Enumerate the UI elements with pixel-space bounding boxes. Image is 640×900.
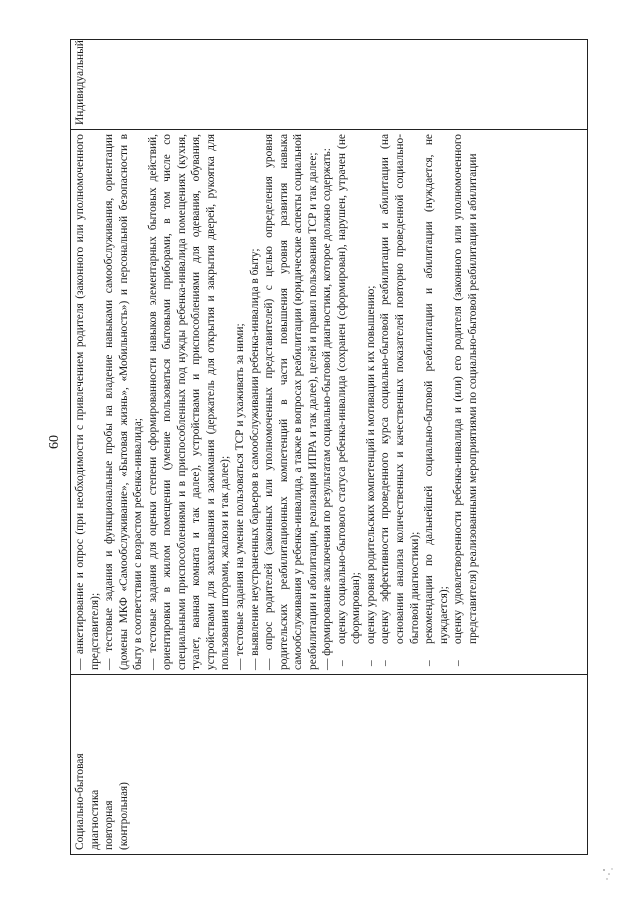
conclusion-item-text: рекомендации по дальнейшей социально-бытовой реабилитации и абилитации (нуждается, не нуждается); xyxy=(423,134,450,644)
conclusion-item xyxy=(422,134,451,670)
conclusion-item-text: оценку эффективности проведенного курса социально-бытовой реабилитации и абилитации (на основании анализа количественных и качественных показателей повторно проведенной социально-бытовой диагностики); xyxy=(379,134,421,644)
conclusion-item xyxy=(364,134,379,670)
method-paragraph: — тестовые задания для оценки степени сформированности навыков элементарных бытовых действий, ориентировки в жилом помещении (умение пользоваться бытовыми приборами, в том числе со специальными приспособлениями и в приспособленных под нужды ребенка-инвалида помещениях (кухня, туалет, ванная комната и так далее), устройствами и приспособлениями для одевания, обувания, устройствами для захватывания и зажимания (держатель для открытия и закрытия дверей, рукоятка для пользования шторами, жалюзи и так далее); xyxy=(146,134,232,670)
conclusion-item-text: оценку уровня родительских компетенций и мотивации к их повышению; xyxy=(364,285,377,644)
rehabilitation-table xyxy=(70,39,588,855)
method-paragraph: — тестовые задания на умение пользоваться ТСР и ухаживать за ними; xyxy=(234,323,247,670)
item-marker: – xyxy=(423,660,436,666)
rotated-page-content xyxy=(70,40,588,855)
method-paragraph: — выявление неустраненных барьеров в самообслуживании ребенка-инвалида в быту; xyxy=(248,248,261,670)
page-number: 60 xyxy=(47,435,62,449)
stage-line: (контрольная) xyxy=(117,782,130,850)
method-paragraph: — опрос родителей (законных или уполномоченных представителей) с целью определения уровня родительских реабилитационных компетенций в части повышения уровня развития навыка самообслуживания у ребенка-инвалида, а также в вопросах реабилитации (юридические аспекты социальной реабилитации и абилитации, реализация ИПРА и так далее), целей и правил пользования ТСР и так далее; xyxy=(263,134,319,670)
item-marker: – xyxy=(379,660,392,666)
conclusion-item xyxy=(378,134,422,670)
stage-line: Социально-бытовая xyxy=(74,753,86,850)
stage-cell xyxy=(71,675,588,855)
stage-line: повторная xyxy=(103,800,116,850)
form-cell: Индивидуальный xyxy=(71,40,588,130)
method-paragraph: — анкетирование и опрос (при необходимости с привлечением родителя (законного или уполномоченного представителя); xyxy=(74,134,101,670)
item-marker: – xyxy=(364,660,377,666)
conclusion-item xyxy=(451,134,480,670)
method-paragraph: — формирование заключения по результатам социально-бытовой диагностики, которое должно содержать: xyxy=(321,148,334,670)
methods-cell xyxy=(71,130,588,675)
table-row xyxy=(71,40,588,855)
stage-line: диагностика xyxy=(88,789,101,850)
item-marker: – xyxy=(335,660,348,666)
item-marker: – xyxy=(452,660,465,666)
scan-speck xyxy=(598,862,622,886)
conclusion-item-text: оценку социально-бытового статуса ребенка-инвалида (сохранен (сформирован), нарушен, утрачен (не сформирован); xyxy=(335,134,363,644)
conclusion-item xyxy=(335,134,364,670)
method-paragraph: — тестовые задания и функциональные пробы на владение навыками самообслуживания, ориентации (домены МКФ «Самообслуживание», «Бытовая жизнь», «Мобильность») и персональной безопасности в быту в соответствии с возрастом ребенка-инвалида; xyxy=(103,134,145,670)
conclusion-item-text: оценку удовлетворенности ребенка-инвалида и (или) его родителя (законного или уполномоченного представителя) реализованными мероприятиями по социально-бытовой реабилитации и абилитации xyxy=(452,134,479,644)
